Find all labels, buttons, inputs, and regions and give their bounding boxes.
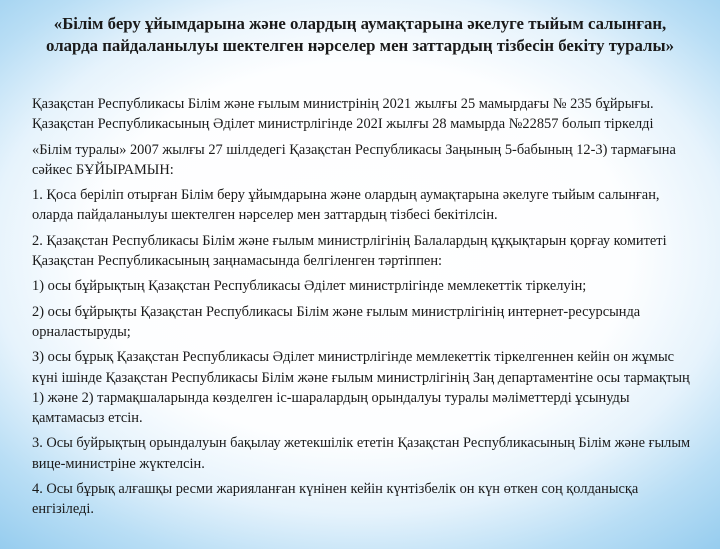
document-body <box>32 94 692 525</box>
paragraph-item-1: 1. Қоса беріліп отырған Білім беру ұйымдарына және олардың аумақтарына әкелуге тыйым салынған, оларда пайдаланылуы шектелген нәрселер мен заттардың тізбесі бекітілсін. <box>32 187 660 224</box>
paragraph-item-4: 4. Осы бұрық алғашқы ресми жарияланған күнінен кейін күнтізбелік он күн өткен соң қолданысқа енгізіледі. <box>32 481 639 518</box>
paragraph-item-3: 3. Осы буйрықтың орындалуын бақылау жетекшілік ететін Қазақстан Республикасының Білім және ғылым вице-министріне жүктелсін. <box>32 435 691 472</box>
paragraph-subitem-2: 2) осы бұйрықты Қазақстан Республикасы Білім және ғылым министрлігінің интернет-ресурсында орналастыруды; <box>32 303 641 340</box>
paragraph-subitem-1: 1) осы бұйрықтың Қазақстан Республикасы Әділет министрлігінде мемлекеттік тіркелуін; <box>32 278 587 295</box>
paragraph-item-2: 2. Қазақстан Республикасы Білім және ғылым министрлігінің Балалардың құқықтарын қорғау комитеті Қазақстан Республикасының заңнамасында белгіленген тәртіппен: <box>32 232 667 270</box>
paragraph-order-reference: Қазақстан Республикасы Білім және ғылым министрінің 2021 жылғы 25 мамырдағы № 235 бұйрығы. Қазақстан Республикасының Әділет министрлігінде 202І жылғы 28 мамырда №22857 болып тіркелді <box>32 96 654 133</box>
paragraph-subitem-3: З) осы бұрық Қазақстан Республикасы Әділет министрлігінде мемлекеттік тіркелгеннен кейін он жұмыс күні ішінде Қазақстан Республикасы Білім және ғылым министрлігінің Заң департаментіне осы тармақтың 1) және 2) тармақшаларында көзделген іс-шаралардың орындалуы туралы мәліметтерді ұсынуды қамтамасыз етсін. <box>32 349 690 427</box>
document-title: «Білім беру ұйымдарына және олардың аумақтарына әкелуге тыйым салынған, оларда пайдаланылуы шектелген нәрселер мен заттардың тізбесін бекіту туралы» <box>46 14 674 55</box>
paragraph-legal-basis: «Білім туралы» 2007 жылғы 27 шілдедегі Қазақстан Республикасы Заңының 5-бабының 12-3) тармағына сәйкес БҰЙЫРАМЫН: <box>32 141 676 178</box>
